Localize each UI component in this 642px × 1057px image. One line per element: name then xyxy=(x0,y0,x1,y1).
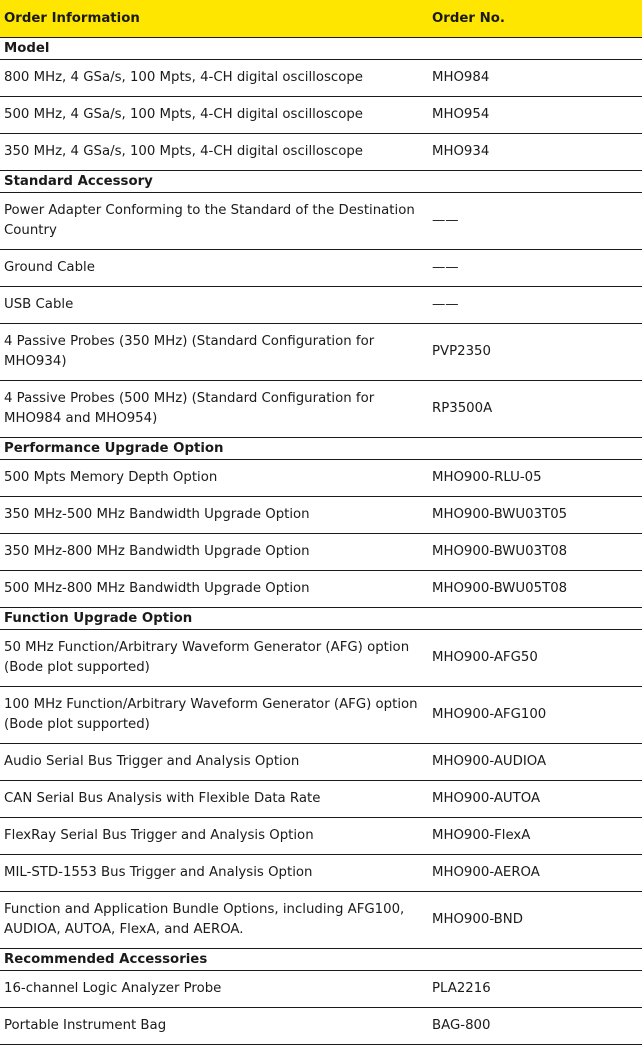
header-order-information: Order Information xyxy=(0,0,427,38)
section-title: Function Upgrade Option xyxy=(0,608,642,630)
item-description: CAN Serial Bus Analysis with Flexible Data Rate xyxy=(0,781,427,818)
table-row xyxy=(0,60,642,97)
item-description: 500 Mpts Memory Depth Option xyxy=(0,460,427,497)
section-title: Standard Accessory xyxy=(0,171,642,193)
order-number: MHO954 xyxy=(427,97,642,134)
item-description: FlexRay Serial Bus Trigger and Analysis Option xyxy=(0,818,427,855)
order-number: MHO900-FlexA xyxy=(427,818,642,855)
order-number: —— xyxy=(427,193,642,250)
item-description: Function and Application Bundle Options, including AFG100, AUDIOA, AUTOA, FlexA, and AEROA. xyxy=(0,892,427,949)
table-row xyxy=(0,134,642,171)
item-description: 4 Passive Probes (350 MHz) (Standard Configuration for MHO934) xyxy=(0,324,427,381)
item-description: 50 MHz Function/Arbitrary Waveform Generator (AFG) option (Bode plot supported) xyxy=(0,630,427,687)
section-title: Recommended Accessories xyxy=(0,949,642,971)
table-row xyxy=(0,630,642,687)
item-description: Power Adapter Conforming to the Standard of the Destination Country xyxy=(0,193,427,250)
section-row-recommended-accessories xyxy=(0,949,642,971)
order-number: MHO900-BND xyxy=(427,892,642,949)
order-number: MHO900-AFG50 xyxy=(427,630,642,687)
item-description: Ground Cable xyxy=(0,250,427,287)
table-row xyxy=(0,571,642,608)
section-title: Performance Upgrade Option xyxy=(0,438,642,460)
order-number: MHO984 xyxy=(427,60,642,97)
order-number: PVP2350 xyxy=(427,324,642,381)
table-row xyxy=(0,460,642,497)
item-description: 16-channel Logic Analyzer Probe xyxy=(0,971,427,1008)
order-number: MHO900-RLU-05 xyxy=(427,460,642,497)
table-row xyxy=(0,287,642,324)
order-number: MHO900-BWU03T08 xyxy=(427,534,642,571)
item-description: 350 MHz, 4 GSa/s, 100 Mpts, 4-CH digital oscilloscope xyxy=(0,134,427,171)
item-description: 350 MHz-800 MHz Bandwidth Upgrade Option xyxy=(0,534,427,571)
item-description: 500 MHz, 4 GSa/s, 100 Mpts, 4-CH digital oscilloscope xyxy=(0,97,427,134)
order-number: RP3500A xyxy=(427,381,642,438)
table-row xyxy=(0,97,642,134)
item-description: MIL-STD-1553 Bus Trigger and Analysis Option xyxy=(0,855,427,892)
table-row xyxy=(0,193,642,250)
table-row xyxy=(0,818,642,855)
order-number: MHO900-AUTOA xyxy=(427,781,642,818)
order-number: MHO900-AUDIOA xyxy=(427,744,642,781)
table-header-row xyxy=(0,0,642,38)
table-row xyxy=(0,381,642,438)
item-description: 800 MHz, 4 GSa/s, 100 Mpts, 4-CH digital oscilloscope xyxy=(0,60,427,97)
order-number: —— xyxy=(427,287,642,324)
item-description: 500 MHz-800 MHz Bandwidth Upgrade Option xyxy=(0,571,427,608)
section-row-standard-accessory xyxy=(0,171,642,193)
order-number: MHO900-AFG100 xyxy=(427,687,642,744)
table-row xyxy=(0,250,642,287)
section-title: Model xyxy=(0,38,642,60)
section-row-function-upgrade xyxy=(0,608,642,630)
table-row xyxy=(0,497,642,534)
table-row xyxy=(0,324,642,381)
item-description: 100 MHz Function/Arbitrary Waveform Generator (AFG) option (Bode plot supported) xyxy=(0,687,427,744)
table-row xyxy=(0,744,642,781)
order-number: PLA2216 xyxy=(427,971,642,1008)
table-row xyxy=(0,781,642,818)
section-row-performance-upgrade xyxy=(0,438,642,460)
table-row xyxy=(0,892,642,949)
item-description: 350 MHz-500 MHz Bandwidth Upgrade Option xyxy=(0,497,427,534)
order-number: MHO934 xyxy=(427,134,642,171)
order-number: MHO900-BWU05T08 xyxy=(427,571,642,608)
section-row-model xyxy=(0,38,642,60)
item-description: 4 Passive Probes (500 MHz) (Standard Configuration for MHO984 and MHO954) xyxy=(0,381,427,438)
table-row xyxy=(0,687,642,744)
table-row xyxy=(0,534,642,571)
order-number: —— xyxy=(427,250,642,287)
header-order-no: Order No. xyxy=(427,0,642,38)
item-description: Portable Instrument Bag xyxy=(0,1008,427,1045)
item-description: USB Cable xyxy=(0,287,427,324)
table-row xyxy=(0,971,642,1008)
order-number: MHO900-AEROA xyxy=(427,855,642,892)
order-number: MHO900-BWU03T05 xyxy=(427,497,642,534)
table-row xyxy=(0,855,642,892)
item-description: Audio Serial Bus Trigger and Analysis Option xyxy=(0,744,427,781)
order-number: BAG-800 xyxy=(427,1008,642,1045)
table-row xyxy=(0,1008,642,1045)
